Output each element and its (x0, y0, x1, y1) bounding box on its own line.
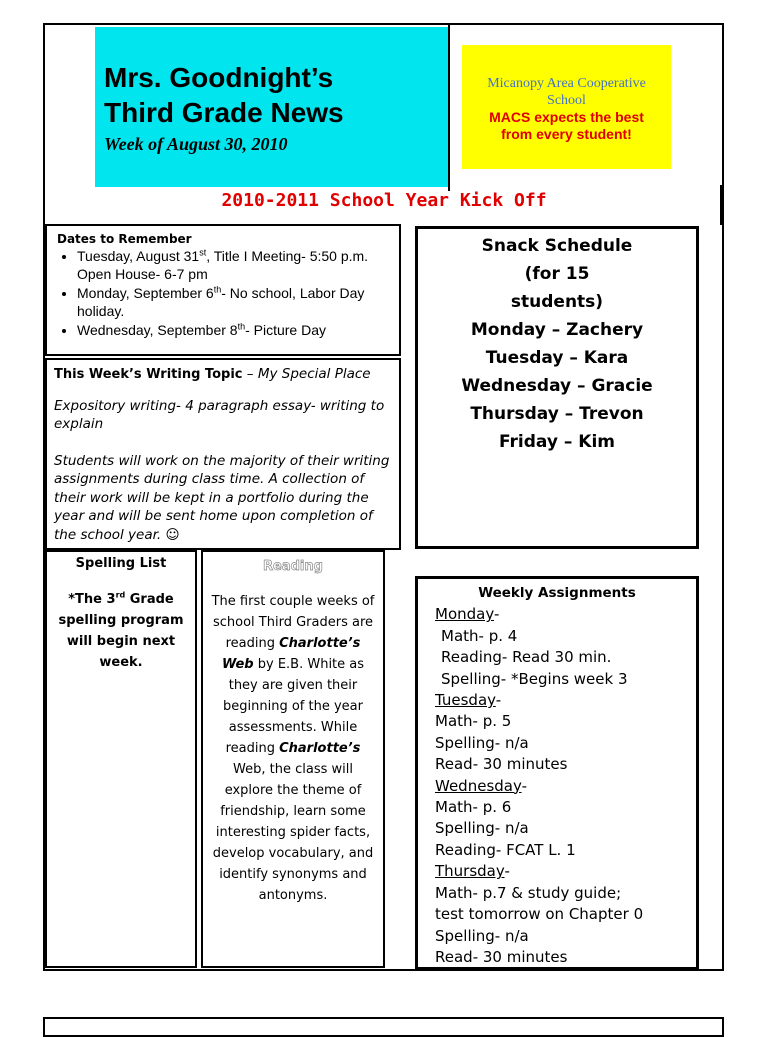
assignment-item: Math- p. 4 (441, 626, 518, 645)
day-wednesday-label: Wednesday (435, 776, 522, 795)
title-line-2: Third Grade News (104, 97, 344, 128)
snack-friday: Friday – Kim (499, 432, 615, 452)
spelling-body (53, 589, 189, 673)
date-item-3 (77, 321, 393, 339)
spelling-body-text: *The 3 (68, 592, 116, 607)
assignment-item: Spelling- n/a (435, 819, 529, 838)
school-motto-1: MACS expects the best (489, 109, 644, 125)
assignment-item: Spelling- n/a (435, 733, 529, 752)
reading-box (201, 550, 385, 968)
reading-body (211, 591, 375, 906)
kickoff-heading: 2010-2011 School Year Kick Off (221, 190, 547, 211)
writing-topic: My Special Place (257, 366, 371, 382)
reading-heading: Reading (263, 559, 323, 574)
date-item-1 (77, 247, 393, 283)
weekly-assignments-box (415, 576, 699, 970)
snack-tuesday: Tuesday – Kara (485, 348, 629, 368)
school-motto-2: from every student! (501, 126, 632, 142)
assignment-item: Spelling- n/a (435, 926, 529, 945)
date-item-1-text: Tuesday, August 31 (77, 248, 200, 264)
dates-box (45, 224, 401, 356)
school-name-1: Micanopy Area Cooperative (487, 76, 646, 91)
snack-subtitle-1: (for 15 (524, 264, 590, 284)
week-date: Week of August 30, 2010 (104, 134, 288, 154)
snack-subtitle-2: students) (510, 292, 604, 312)
writing-heading: This Week’s Writing Topic (54, 367, 243, 382)
assignment-item: test tomorrow on Chapter 0 (435, 905, 644, 924)
snack-schedule-box (415, 226, 699, 549)
reading-text-1: The first couple weeks of school Third Graders are reading (211, 594, 375, 651)
dates-heading: Dates to Remember (57, 232, 192, 246)
writing-para-2: Students will work on the majority of their writing assignments during class time. A collection of their work will be kept in a portfolio during the year and will be sent home upon completion of the school year. ☺ (54, 452, 390, 543)
assignment-item: Read- 30 minutes (435, 755, 568, 774)
reading-text-3: Web, the class will explore the theme of friendship, learn some interesting spider facts, develop vocabulary, and identify synonyms and antonyms. (212, 762, 374, 903)
writing-box (45, 358, 401, 550)
date-item-3-sup: th (237, 321, 246, 332)
next-page-box (43, 1017, 724, 1037)
date-item-3-text: Wednesday, September 8 (77, 322, 238, 338)
writing-header (54, 365, 393, 385)
snack-wednesday: Wednesday – Gracie (461, 376, 653, 396)
reading-text-2: by E.B. White as they are given their beginning of the year assessments. While reading (223, 657, 365, 756)
day-wednesday: Wednesday- (435, 776, 528, 795)
day-tuesday: Tuesday- (435, 691, 502, 710)
writing-para-1: Expository writing- 4 paragraph essay- writing to explain (54, 397, 385, 432)
snack-title: Snack Schedule (481, 236, 633, 256)
reading-book-title-2: Charlotte’s (279, 741, 361, 756)
spelling-body-rest: Grade spelling program will begin next week. (58, 592, 184, 670)
date-item-2-sup: th (213, 284, 222, 295)
date-item-3-rest: - Picture Day (245, 322, 327, 338)
assignments-heading: Weekly Assignments (478, 585, 636, 601)
school-name-2: School (547, 93, 586, 108)
assignment-item: Read- 30 minutes (435, 947, 568, 966)
day-thursday: Thursday- (435, 862, 510, 881)
title-line-1: Mrs. Goodnight’s (104, 62, 334, 93)
snack-monday: Monday – Zachery (470, 320, 644, 340)
assignment-item: Math- p. 5 (435, 712, 512, 731)
reading-book-title: Charlotte’s Web (221, 636, 361, 672)
date-item-1-sup: st (199, 247, 207, 258)
assignment-item: Reading- FCAT L. 1 (435, 840, 576, 859)
date-item-1-rest: , Title I Meeting- 5:50 p.m. Open House- 6-7 pm (77, 248, 369, 282)
border-mark (720, 185, 724, 225)
day-tuesday-label: Tuesday (435, 691, 496, 710)
snack-thursday: Thursday – Trevon (470, 404, 644, 424)
dates-list (57, 247, 393, 339)
date-item-2 (77, 284, 393, 320)
spelling-box (45, 550, 197, 968)
spelling-body-sup: rd (115, 590, 126, 600)
school-box (462, 45, 671, 169)
day-monday-label: Monday (435, 605, 494, 624)
assignment-item: Math- p. 6 (435, 798, 512, 817)
date-item-2-text: Monday, September 6 (77, 285, 214, 301)
writing-dash: – (242, 366, 258, 382)
assignment-item: Reading- Read 30 min. (441, 648, 612, 667)
date-item-2-rest: - No school, Labor Day holiday. (77, 285, 365, 319)
spelling-heading: Spelling List (75, 556, 167, 571)
assignment-item: Spelling- *Begins week 3 (441, 669, 628, 688)
day-monday: Monday- (435, 605, 500, 624)
day-thursday-label: Thursday (435, 862, 505, 881)
assignment-item: Math- p.7 & study guide; (435, 883, 622, 902)
